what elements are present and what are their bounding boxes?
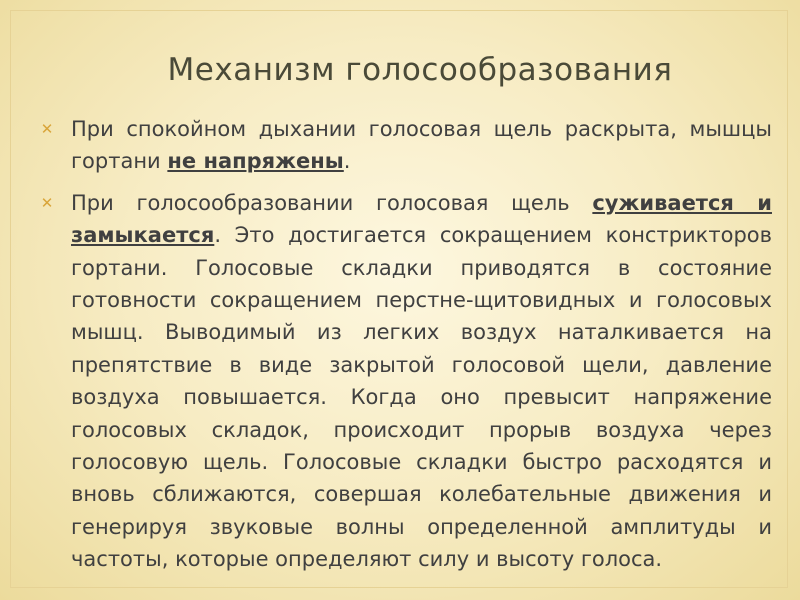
bullet-x-icon: ✕ xyxy=(40,120,54,138)
bullet-x-icon: ✕ xyxy=(40,193,54,212)
bullet-item-2 xyxy=(40,187,772,576)
bullet-1-emphasis: не напряжены xyxy=(167,149,344,174)
bullet-2-text-start: При голосообразовании голосовая щель xyxy=(71,190,593,215)
bullet-item-1 xyxy=(40,113,772,178)
bullet-1-text-end: . xyxy=(343,149,351,174)
bullet-2-text-end: . Это достигается сокращением констрикторов гортани. Голосовые складки приводятся в состояние готовности сокращением перстне-щитовидных и голосовых мышц. Выводимый из легких воздух наталкивается на препятствие в виде закрытой голосовой щели, давление воздуха повышается. Когда оно превысит напряжение голосовых складок, происходит прорыв воздуха через голосовую щель. Голосовые складки быстро расходятся и вновь сближаются, совершая колебательные движения и генерируя звуковые волны определенной амплитуды и частоты, которые определяют силу и высоту голоса. xyxy=(71,223,772,572)
slide-title: Механизм голосообразования xyxy=(167,52,673,88)
bullet-2-emphasis: суживается и замыкается xyxy=(71,190,772,248)
slide-body xyxy=(40,113,772,576)
bullet-1-text-start: При спокойном дыхании голосовая щель раскрыта, мышцы гортани xyxy=(71,117,772,174)
